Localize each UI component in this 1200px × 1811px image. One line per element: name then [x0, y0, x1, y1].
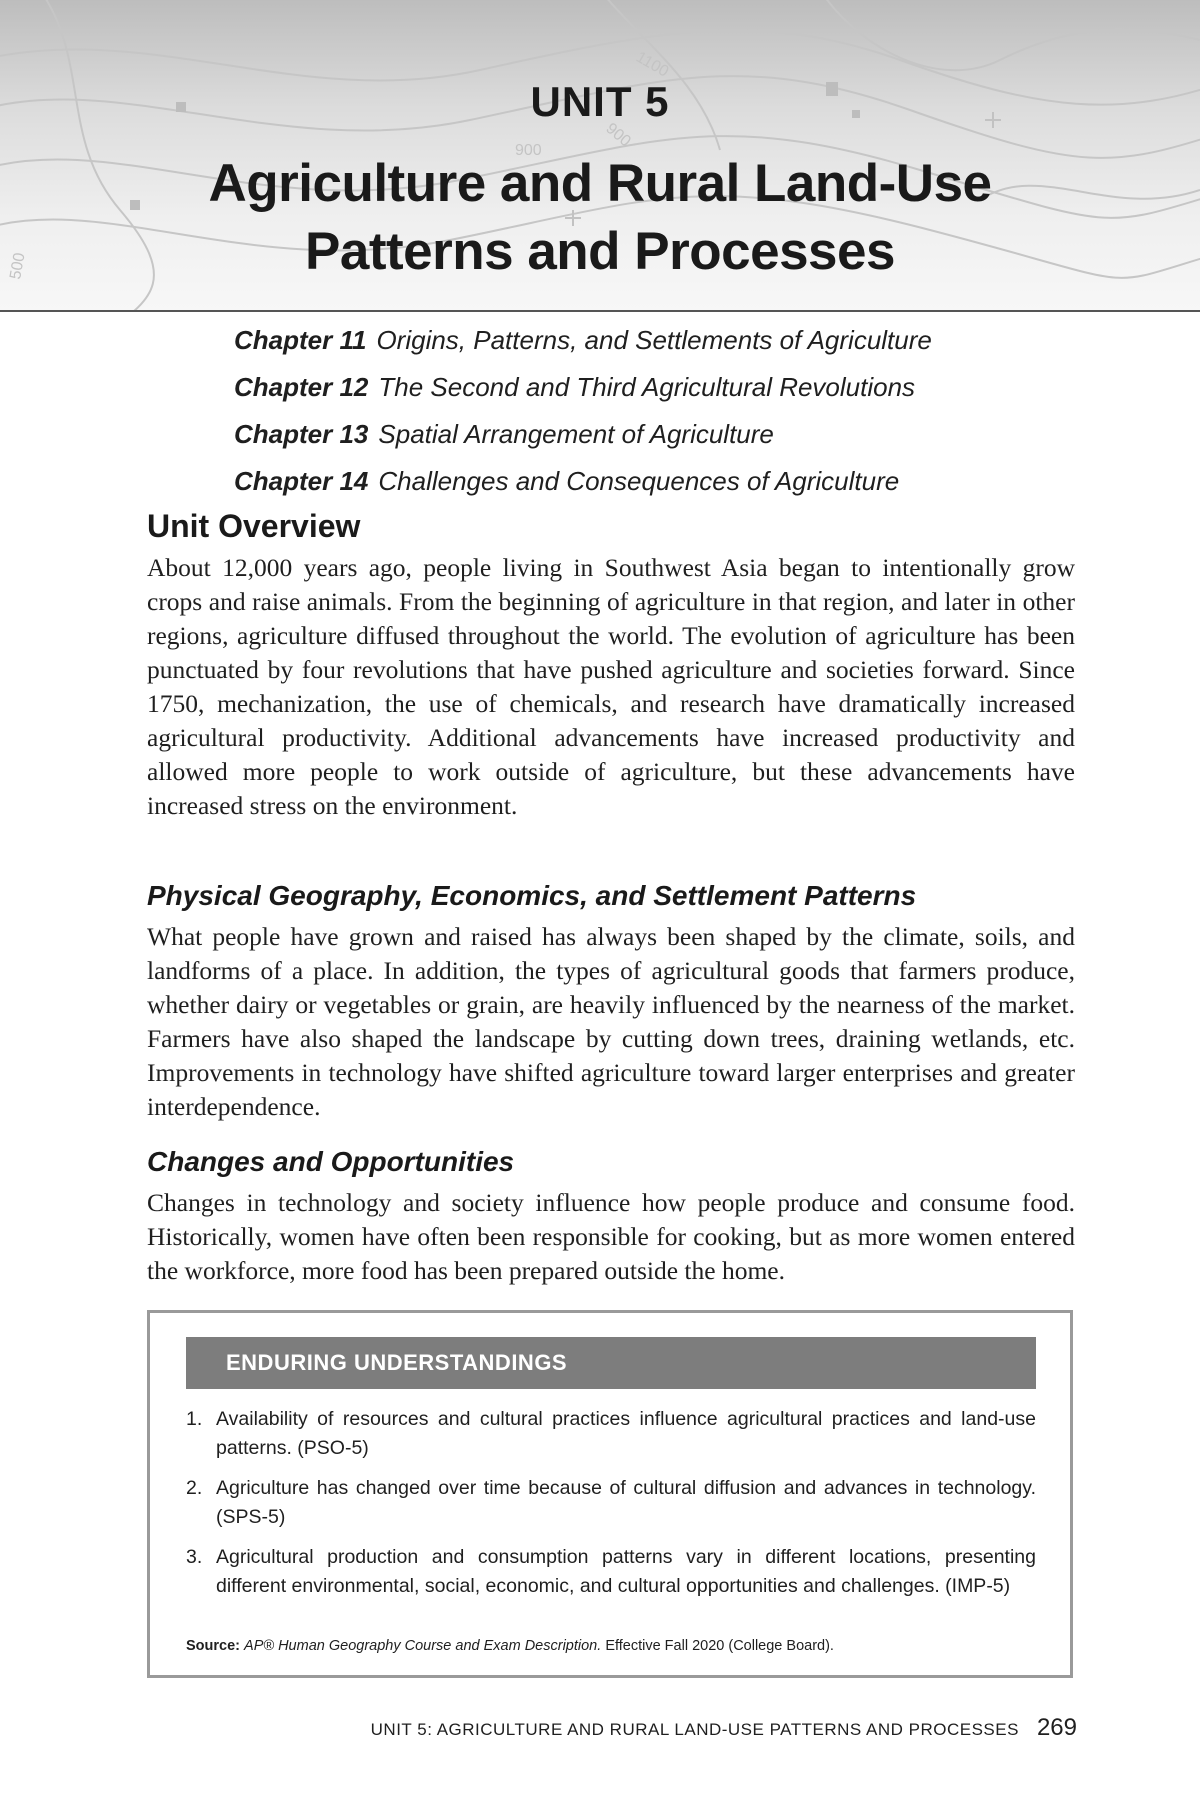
enduring-understanding-item	[186, 1474, 1036, 1532]
chapter-item	[234, 322, 1094, 369]
source-details: Effective Fall 2020 (College Board).	[605, 1638, 834, 1654]
physical-geography-text: What people have grown and raised has always been shaped by the climate, soils, and landforms of a place. In addition, the types of agricultural goods that farmers produce, whether dairy or vegetables or grain, are heavily influenced by the nearness of the market. Farmers have also shaped the landscape by cutting down trees, draining wetlands, etc. Improvements in technology have shifted agriculture toward larger enterprises and greater interdependence.	[147, 922, 1075, 1121]
enduring-understandings-box	[147, 1310, 1073, 1678]
source-citation	[186, 1638, 1036, 1654]
unit-title-line-2: Patterns and Processes	[305, 222, 895, 281]
contour-label: 900	[515, 142, 542, 159]
page-number: 269	[1036, 1714, 1077, 1741]
physical-geography-heading: Physical Geography, Economics, and Settlement Patterns	[147, 880, 917, 911]
chapter-title: Challenges and Consequences of Agriculture	[378, 466, 900, 496]
enduring-understanding-item	[186, 1405, 1036, 1463]
running-head: UNIT 5: AGRICULTURE AND RURAL LAND-USE PATTERNS AND PROCESSES	[370, 1720, 1019, 1739]
item-number: 1.	[186, 1408, 203, 1430]
item-number: 3.	[186, 1546, 203, 1568]
chapter-item	[234, 369, 1094, 416]
chapter-number: Chapter 14	[234, 466, 369, 496]
unit-overview-heading: Unit Overview	[147, 508, 361, 544]
unit-overview-section	[147, 508, 1075, 823]
item-text: Agricultural production and consumption patterns vary in different locations, presenting different environmental, social, economic, and cultural opportunities and challenges. (IMP-5)	[216, 1546, 1036, 1597]
changes-opportunities-heading: Changes and Opportunities	[147, 1146, 515, 1177]
changes-opportunities-text: Changes in technology and society influence how people produce and consume food. Historically, women have often been responsible for cooking, but as more women entered the workforce, more food has been prepared outside the home.	[147, 1188, 1075, 1285]
unit-title	[0, 150, 1200, 286]
source-label: Source:	[186, 1638, 240, 1654]
enduring-understanding-item	[186, 1543, 1036, 1601]
item-text: Availability of resources and cultural practices influence agricultural practices and land-use patterns. (PSO-5)	[216, 1408, 1036, 1459]
contour-label: 500	[7, 251, 29, 281]
contour-line	[820, 0, 1200, 70]
contour-label: 900	[602, 120, 634, 151]
chapter-title: The Second and Third Agricultural Revolutions	[378, 372, 916, 402]
chapter-list	[234, 322, 1094, 510]
physical-geography-section	[147, 880, 1075, 1124]
enduring-understandings-heading: ENDURING UNDERSTANDINGS	[186, 1337, 1036, 1389]
chapter-item	[234, 463, 1094, 510]
enduring-understandings-list	[186, 1405, 1036, 1612]
item-text: Agriculture has changed over time because of cultural diffusion and advances in technology. (SPS-5)	[216, 1477, 1036, 1528]
chapter-number: Chapter 11	[234, 325, 367, 355]
source-title: AP® Human Geography Course and Exam Description.	[244, 1638, 602, 1654]
contour-label: 1100	[633, 48, 672, 81]
chapter-number: Chapter 12	[234, 372, 369, 402]
unit-overview-text: About 12,000 years ago, people living in Southwest Asia began to intentionally grow crops and raise animals. From the beginning of agriculture in that region, and later in other regions, agriculture diffused throughout the world. The evolution of agriculture has been punctuated by four revolutions that have pushed agriculture and societies forward. Since 1750, mechanization, the use of chemicals, and research have dramatically increased agricultural productivity. Additional advancements have increased productivity and allowed more people to work outside of agriculture, but these advancements have increased stress on the environment.	[147, 553, 1075, 820]
page-footer	[0, 1714, 1077, 1742]
unit-title-line-1: Agriculture and Rural Land-Use	[208, 154, 992, 213]
unit-label: UNIT 5	[530, 78, 670, 125]
item-number: 2.	[186, 1477, 203, 1499]
changes-opportunities-section	[147, 1146, 1075, 1288]
chapter-number: Chapter 13	[234, 419, 369, 449]
unit-header-banner	[0, 0, 1200, 312]
chapter-title: Spatial Arrangement of Agriculture	[378, 419, 774, 449]
chapter-title: Origins, Patterns, and Settlements of Agriculture	[376, 325, 932, 355]
chapter-item	[234, 416, 1094, 463]
